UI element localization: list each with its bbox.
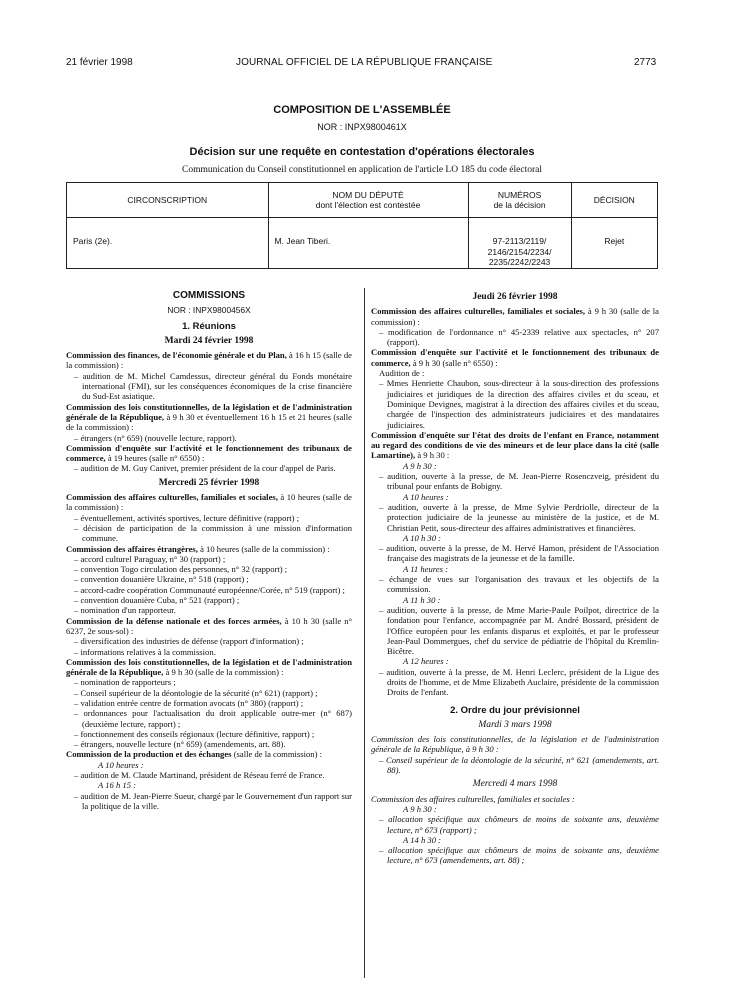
agenda-item: – informations relatives à la commission. — [74, 646, 216, 657]
agenda-item: – convention douanière Cuba, n° 521 (rapport) ; — [74, 595, 240, 606]
commission-heading: Commission d'enquête sur l'état des droits de l'enfant en France, notamment au regard des conditions de vie des mineurs et de leur place dans la cité (salle Lamartine), à 9 h 30 : — [371, 429, 659, 461]
commission-heading: Commission des affaires culturelles, familiales et sociales, à 9 h 30 (salle de la commission) : — [371, 306, 659, 327]
agenda-item: – audition, ouverte à la presse, de Mme Marie-Paule Poilpot, directrice de la fondation pour l'enfance, accompagnée par M. André Bossard, président de l'Office européen pour les enfants disparus et exploités, et par le professeur Jean-Paul Dommergues, chef du service de pédiatrie de l'hôpital du Kremlin-Bicêtre. — [379, 604, 659, 657]
commission-heading: Commission des affaires étrangères, à 10 heures (salle de la commission) : — [66, 543, 330, 554]
time-label: A 10 heures : — [403, 491, 449, 502]
decision-subtitle: Communication du Conseil constitutionnel en application de l'article LO 185 du code électoral — [182, 165, 542, 175]
agenda-item: – accord-cadre coopération Communauté européenne/Corée, n° 519 (rapport) ; — [74, 584, 345, 595]
commission-heading: Commission des lois constitutionnelles, de la législation et de l'administration générale de la République, à 9 h 30 (salle de la commission) : — [66, 656, 352, 678]
agenda-item: – éventuellement, activités sportives, lecture définitive (rapport) ; — [74, 512, 300, 523]
agenda-item: – audition de M. Michel Camdessus, directeur général du Fonds monétaire international (FMI), sur les conséquences économiques de la crise financière du Sud-Est asiatique. — [74, 370, 352, 402]
commission-heading: Commission des finances, de l'économie générale et du Plan, à 16 h 15 (salle de la commission) : — [66, 350, 352, 371]
commission-heading: Commission de la défense nationale et des forces armées, à 10 h 30 (salle n° 6237, 2e sous-sol) : — [66, 615, 353, 636]
agenda-item: – étrangers, nouvelle lecture (n° 659) (amendements, art. 88). — [74, 739, 286, 750]
left-column — [66, 288, 352, 811]
agenda-item: – audition, ouverte à la presse, de M. Hervé Hamon, président de l'Association française des magistrats de la jeunesse et de la famille. — [379, 543, 659, 564]
agenda-item: – audition de M. Guy Canivet, premier président de la cour d'appel de Paris. — [74, 463, 336, 474]
agenda-item: – allocation spécifique aux chômeurs de moins de soixante ans, deuxième lecture, n° 673 (rapport) ; — [379, 814, 659, 835]
agenda-item: – étrangers (n° 659) (nouvelle lecture, rapport). — [74, 432, 237, 443]
decision-title: Décision sur une requête en contestation d'opérations électorales — [189, 146, 535, 158]
commissions-nor: NOR : INPX9800456X — [167, 305, 251, 316]
commission-heading: Commission d'enquête sur l'activité et le fonctionnement des tribunaux de commerce, à 19 heures (salle n° 6550) : — [66, 442, 352, 464]
commission-heading: Commission d'enquête sur l'activité et le fonctionnement des tribunaux de commerce, à 9 h 30 (salle n° 6550) : — [371, 347, 659, 368]
agenda-item: – audition de M. Jean-Pierre Sueur, chargé par le Gouvernement d'un rapport sur la politique de la ville. — [74, 790, 352, 811]
col-depute-line1: NOM DU DÉPUTÉ — [332, 190, 404, 200]
agenda-item: – accord culturel Paraguay, n° 30 (rapport) ; — [74, 553, 226, 564]
agenda-item: – allocation spécifique aux chômeurs de moins de soixante ans, deuxième lecture, n° 673 (amendements, art. 88) ; — [379, 845, 659, 866]
day-mercredi: Mercredi 25 février 1998 — [158, 477, 260, 488]
agenda-item: – audition, ouverte à la presse, de M. Henri Leclerc, président de la Ligue des droits de l'homme, et de Mme Elizabeth Auclaire, présidente de la commission Droits de l'enfant. — [379, 666, 659, 698]
cell-depute: M. Jean Tiberi. — [268, 218, 468, 269]
agenda-item: – diversification des industries de défense (rapport d'information) ; — [74, 636, 304, 647]
time-label: A 14 h 30 : — [403, 834, 442, 845]
time-label: A 10 heures : — [98, 759, 144, 770]
agenda-item: – audition, ouverte à la presse, de M. Jean-Pierre Rosenczveig, président du tribunal pour enfants de Bobigny. — [379, 471, 659, 492]
agenda-item: – convention Togo circulation des personnes, n° 32 (rapport) ; — [74, 564, 288, 575]
time-label: A 11 h 30 : — [403, 594, 441, 605]
col-decision: DÉCISION — [571, 183, 657, 218]
agenda-item: – décision de participation de la commission à une mission d'information commune. — [74, 522, 352, 544]
composition-title: COMPOSITION DE L'ASSEMBLÉE — [273, 104, 451, 116]
agenda-item: – convention douanière Ukraine, n° 518 (rapport) ; — [74, 574, 249, 585]
agenda-item: – audition, ouverte à la presse, de Mme Sylvie Perdriolle, directeur de la protection judiciaire de la jeunesse au ministère de la justice, et de M. Christian Petit, sous-directeur des affaires administratives et financières. — [379, 501, 659, 533]
agenda-item: – modification de l'ordonnance n° 45-2339 relative aux spectacles, n° 207 (rapport). — [379, 326, 659, 348]
cell-decision: Rejet — [571, 218, 657, 269]
time-label: A 10 h 30 : — [403, 532, 442, 543]
time-label: A 12 heures : — [403, 656, 449, 667]
day-mercredi-4-mars: Mercredi 4 mars 1998 — [472, 779, 558, 790]
reunions-heading: 1. Réunions — [182, 320, 236, 332]
agenda-item: – ordonnances pour l'actualisation du droit applicable outre-mer (n° 687) (deuxième lecture, rapport) ; — [74, 708, 352, 729]
audition-label: Audition de : — [379, 368, 425, 379]
agenda-item: – Mmes Henriette Chaubon, sous-directeur à la sous-direction des professions judiciaires et juridiques de la direction des affaires civiles et du sceau, et Dominique Devignes, magistrat à la direction des affaires civiles et du sceau, chargée de l'inspection des administrateurs judiciaires et des mandataires judiciaires. — [379, 378, 659, 430]
col-circonscription: CIRCONSCRIPTION — [67, 183, 269, 218]
cell-circonscription: Paris (2e). — [67, 218, 269, 269]
agenda-item: – fonctionnement des conseils régionaux (lecture définitive, rapport) ; — [74, 728, 315, 739]
cell-numeros — [468, 218, 571, 269]
column-divider — [364, 288, 365, 978]
day-mardi-3-mars: Mardi 3 mars 1998 — [478, 719, 552, 730]
cell-numeros-2: 2146/2154/2234/ — [487, 246, 552, 257]
commission-heading: Commission des affaires culturelles, familiales et sociales, à 10 heures (salle de la commission) : — [66, 492, 352, 513]
commission-heading: Commission des affaires culturelles, familiales et sociales : — [371, 793, 575, 804]
col-depute — [268, 183, 468, 218]
agenda-item: – validation entrée centre de formation avocats (n° 380) (rapport) ; — [74, 697, 304, 708]
time-label: A 11 heures : — [403, 563, 448, 574]
composition-nor: NOR : INPX9800461X — [317, 122, 407, 132]
ordre-du-jour-heading: 2. Ordre du jour prévisionnel — [450, 704, 580, 716]
agenda-item: – nomination d'un rapporteur. — [74, 605, 176, 616]
cell-numeros-1: 97-2113/2119/ — [492, 236, 547, 246]
time-label: A 9 h 30 : — [403, 460, 437, 471]
agenda-item: – nomination de rapporteurs ; — [74, 677, 176, 688]
commission-heading: Commission de la production et des échanges (salle de la commission) : — [66, 749, 322, 760]
commission-heading: Commission des lois constitutionnelles, de la législation et de l'administration générale de la République, à 9 h 30 et éventuellement 16 h 15 et 21 heures (salle de la commission) : — [66, 401, 352, 433]
header-page-number: 2773 — [634, 57, 657, 68]
agenda-item: – échange de vues sur l'organisation des travaux et les objectifs de la commission. — [379, 574, 659, 595]
time-label: A 9 h 30 : — [403, 803, 437, 814]
agenda-item: – Conseil supérieur de la déontologie de la sécurité (n° 621) (rapport) ; — [74, 687, 318, 698]
day-jeudi: Jeudi 26 février 1998 — [472, 292, 558, 302]
col-numeros — [468, 183, 571, 218]
col-numeros-line2: de la décision — [493, 200, 546, 210]
day-mardi: Mardi 24 février 1998 — [164, 335, 254, 346]
col-numeros-line1: NUMÉROS — [497, 190, 542, 200]
decision-table — [66, 182, 658, 269]
agenda-item: – audition de M. Claude Martinand, président de Réseau ferré de France. — [74, 770, 325, 781]
commission-heading: Commission des lois constitutionnelles, de la législation et de l'administration générale de la République, à 9 h 30 : — [371, 734, 659, 755]
header-journal-title: JOURNAL OFFICIEL DE LA RÉPUBLIQUE FRANÇAISE — [236, 57, 493, 68]
header-date: 21 février 1998 — [66, 57, 133, 68]
right-column — [371, 288, 659, 866]
agenda-item: – Conseil supérieur de la déontologie de la sécurité, n° 621 (amendements, art. 88). — [379, 754, 659, 776]
commissions-title: COMMISSIONS — [172, 290, 246, 301]
cell-numeros-3: 2235/2242/2243 — [488, 257, 551, 267]
time-label: A 16 h 15 : — [98, 780, 137, 791]
col-depute-line2: dont l'élection est contestée — [315, 200, 421, 210]
